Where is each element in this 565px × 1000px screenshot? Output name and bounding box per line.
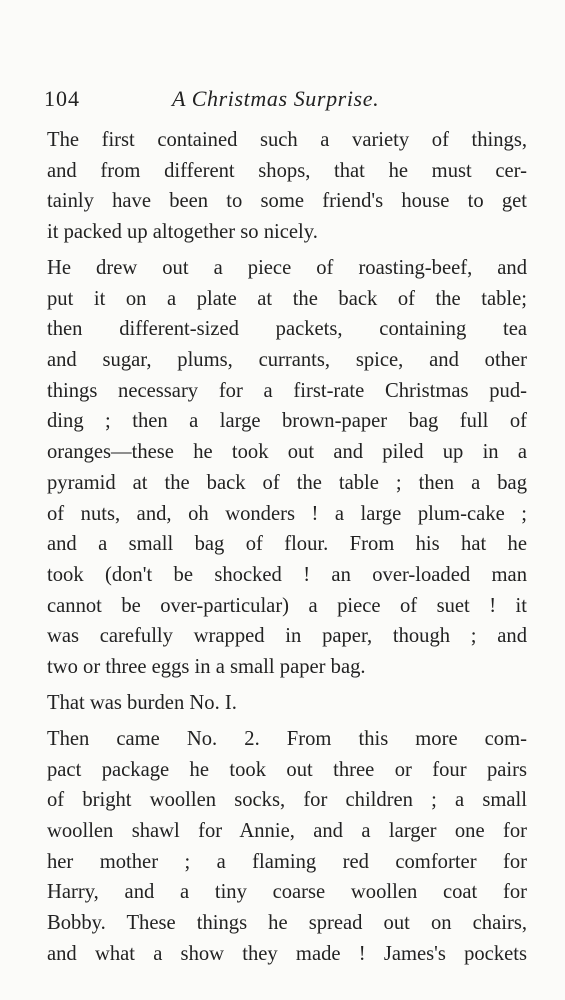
paragraph-3 <box>47 688 527 719</box>
text-line: ding ; then a large brown-paper bag full of <box>47 410 527 433</box>
text-line: was carefully wrapped in paper, though ; and <box>47 625 527 648</box>
text-line: two or three eggs in a small paper bag. <box>47 655 366 678</box>
text-line: oranges—these he took out and piled up in a <box>47 441 527 464</box>
body-text <box>47 125 527 969</box>
page-header <box>44 84 524 114</box>
text-line: and a small bag of flour. From his hat he <box>47 533 527 556</box>
text-line: of nuts, and, oh wonders ! a large plum-cake ; <box>47 502 527 525</box>
paragraph-2 <box>47 253 527 683</box>
paragraph-4 <box>47 724 527 970</box>
text-line: That was burden No. I. <box>47 691 237 714</box>
text-line: then different-sized packets, containing tea <box>47 318 527 341</box>
text-line: The first contained such a variety of things, <box>47 129 527 151</box>
text-line: and from different shops, that he must cer- <box>47 159 527 182</box>
text-line: of bright woollen socks, for children ; a small <box>47 789 527 812</box>
text-line: her mother ; a flaming red comforter for <box>47 850 527 873</box>
running-title: A Christmas Surprise. <box>172 86 380 111</box>
text-line: and sugar, plums, currants, spice, and other <box>47 349 527 372</box>
text-line: and what a show they made ! James's pockets <box>47 942 527 965</box>
text-line: it packed up altogether so nicely. <box>47 221 318 244</box>
text-line: cannot be over-particular) a piece of suet ! it <box>47 594 527 617</box>
text-line: He drew out a piece of roasting-beef, and <box>47 257 527 280</box>
text-line: tainly have been to some friend's house to get <box>47 190 527 213</box>
text-line: Harry, and a tiny coarse woollen coat for <box>47 881 527 904</box>
text-line: pyramid at the back of the table ; then a bag <box>47 471 527 494</box>
paragraph-1 <box>47 125 527 248</box>
text-line: took (don't be shocked ! an over-loaded man <box>47 563 527 586</box>
text-line: things necessary for a first-rate Christmas pud- <box>47 379 527 402</box>
text-line: Bobby. These things he spread out on chairs, <box>47 912 527 935</box>
text-line: Then came No. 2. From this more com- <box>47 727 527 750</box>
text-line: woollen shawl for Annie, and a larger one for <box>47 820 527 843</box>
text-line: pact package he took out three or four pairs <box>47 758 527 781</box>
text-line: put it on a plate at the back of the table; <box>47 287 527 310</box>
page-number: 104 <box>44 86 80 111</box>
